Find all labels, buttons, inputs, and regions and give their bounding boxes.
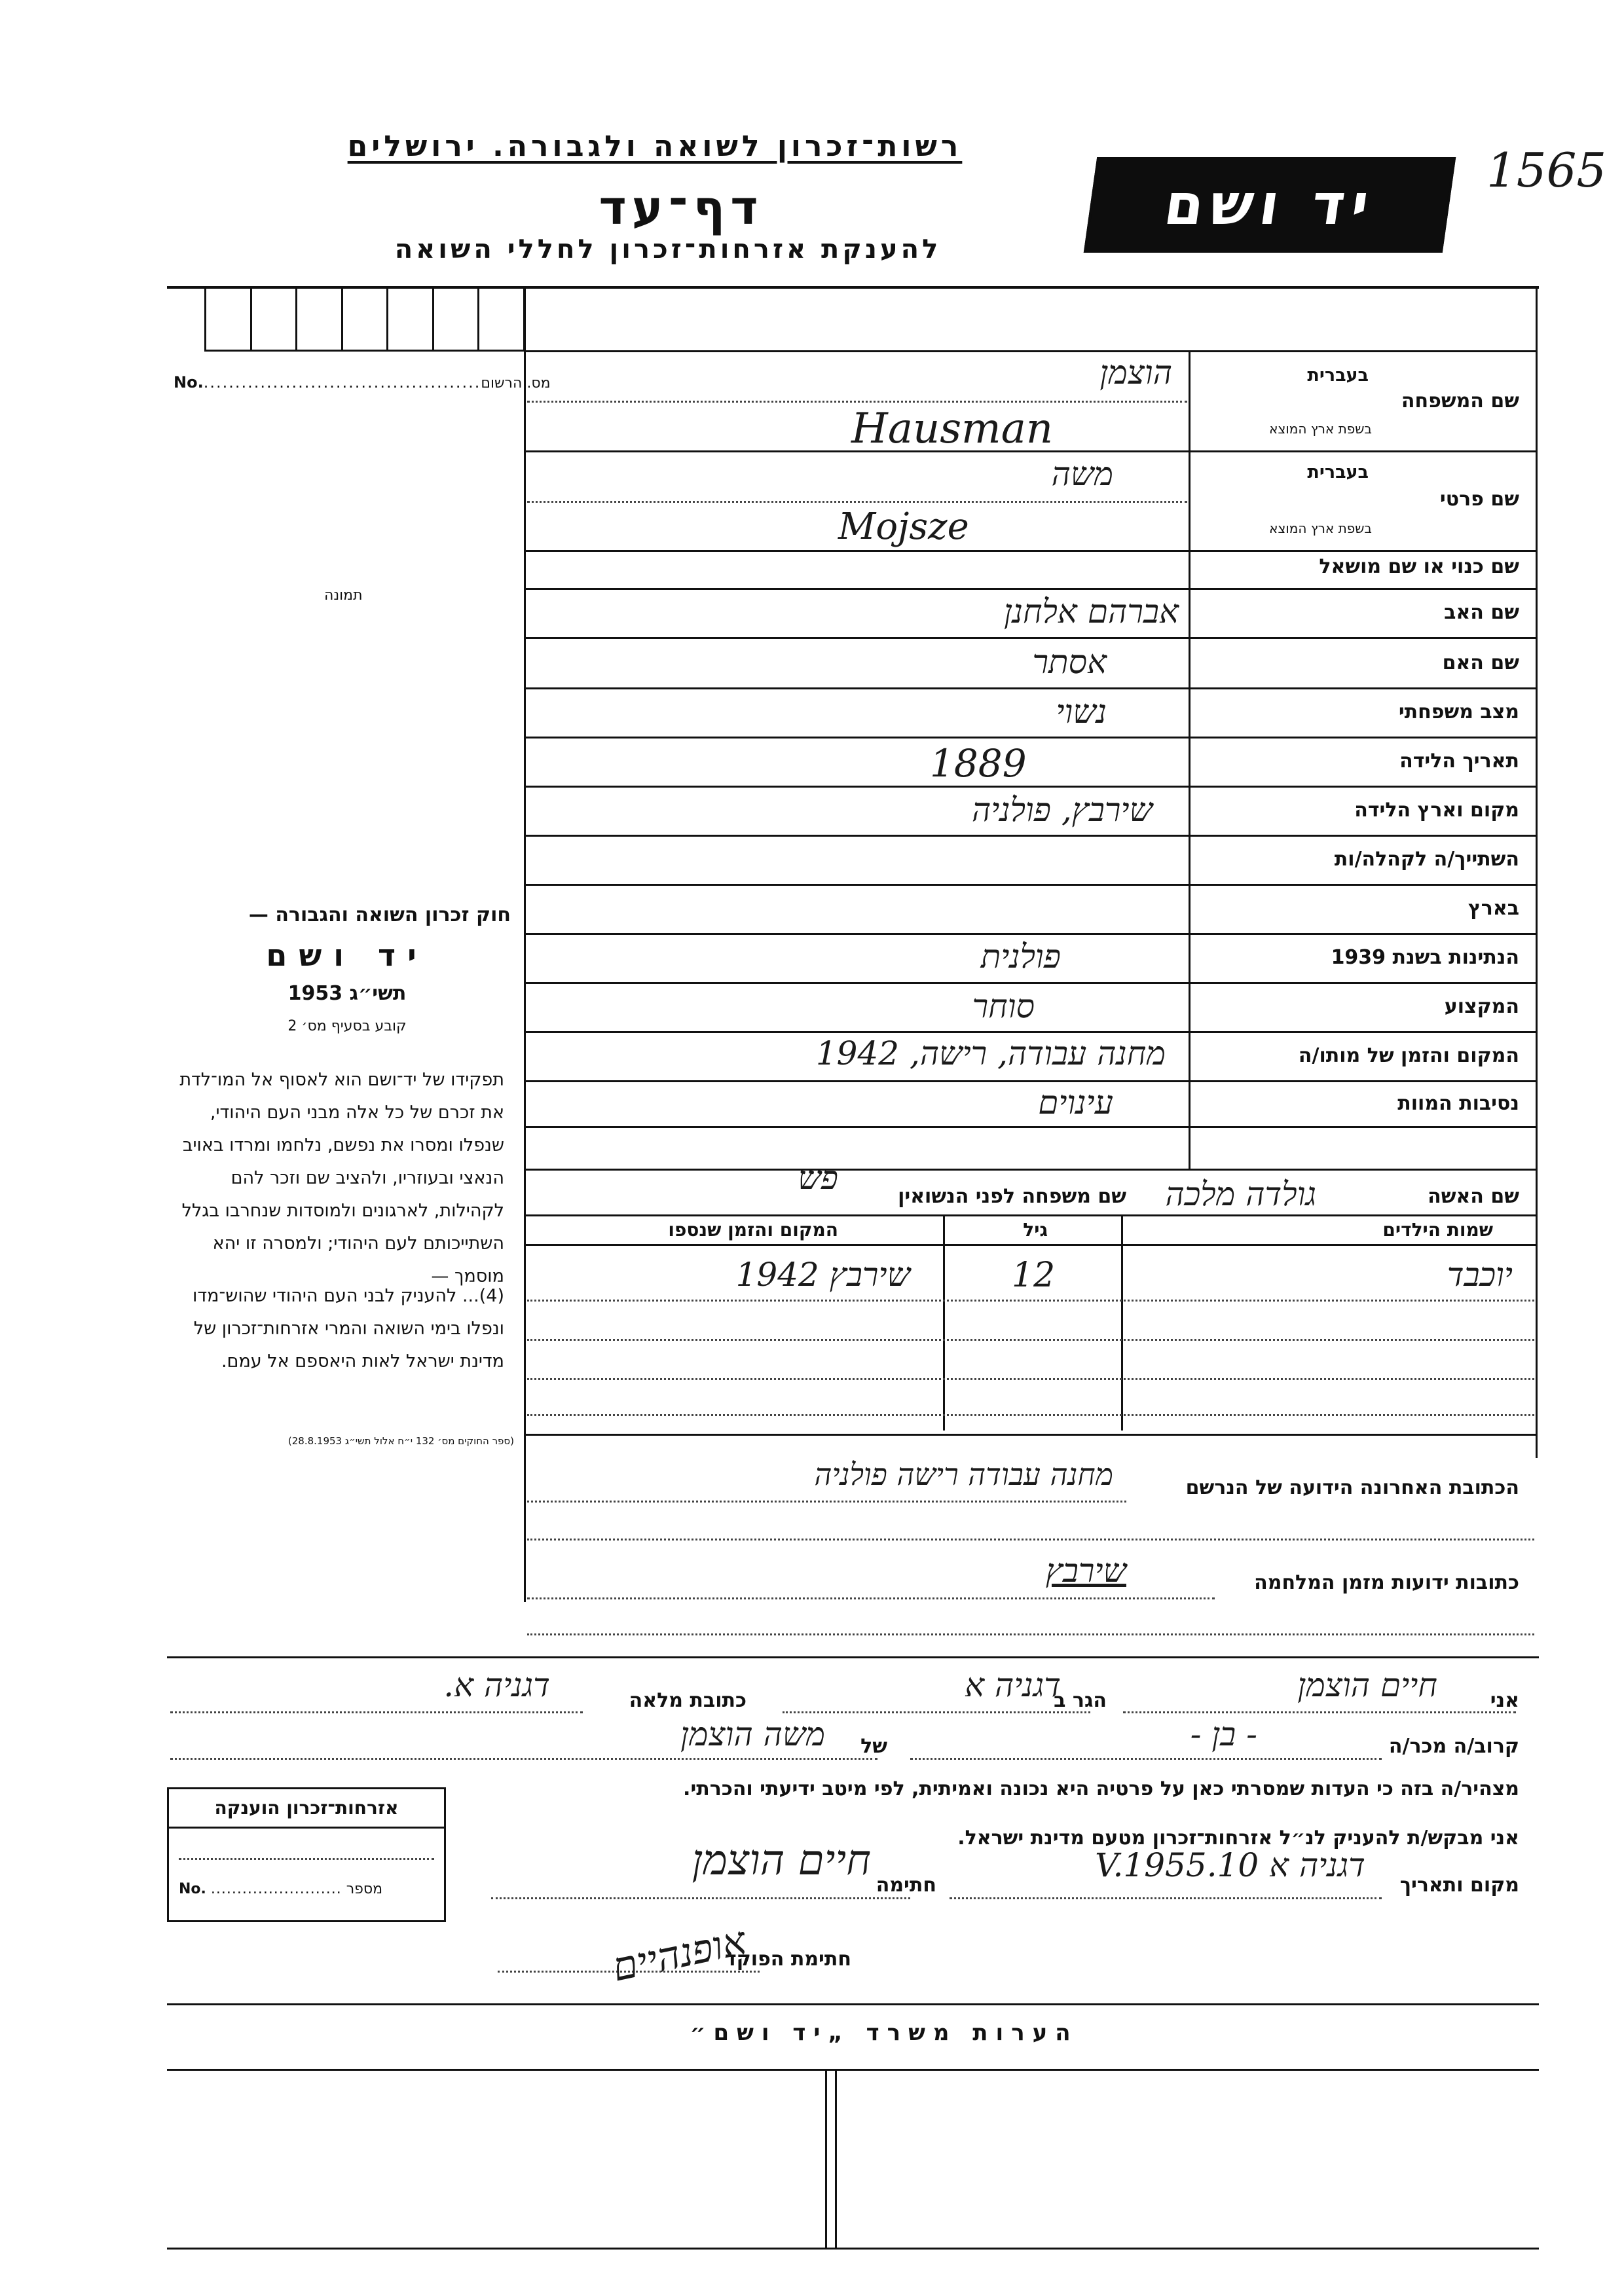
law-name: יד ושם (266, 938, 428, 973)
full-address-value[interactable]: דגניה א. (443, 1666, 550, 1704)
full-address-label: כתובת מלאה (629, 1689, 747, 1712)
law-section: קובע בסעיף מס׳ 2 (287, 1018, 407, 1034)
place-date-value[interactable]: דגניה א 10.V.1955 (1095, 1846, 1365, 1884)
first-name-label: שם פרטי (1439, 488, 1519, 511)
label-column-line (1189, 350, 1190, 1169)
officer-signature-label: חתימת הפוקד (725, 1948, 851, 1971)
resides-label: הגר ב (1054, 1689, 1107, 1712)
child-name[interactable]: יוכבד (1447, 1256, 1513, 1294)
nickname-label: שם כנוי או שם מושאל (1319, 555, 1519, 578)
registration-cells (204, 286, 525, 352)
death-value[interactable]: מחנה עבודה, רישה, 1942 (815, 1034, 1166, 1072)
birth-place-value[interactable]: שירבץ, פולניה (971, 791, 1153, 829)
wife-label: שם האשה (1428, 1185, 1519, 1208)
mother-value[interactable]: אסתר (1032, 643, 1107, 681)
marital-label: מצב משפחתי (1398, 701, 1519, 723)
death-label: המקום והזמן של מותו/ה (1298, 1044, 1519, 1067)
profession-label: המקצוע (1444, 995, 1519, 1018)
family-name-hebrew[interactable]: הוצמן (1099, 354, 1172, 392)
form-subtitle: להענקת אזרחות־זכרון לחללי השואה (394, 234, 942, 264)
family-name-label: שם המשפחה (1401, 390, 1519, 412)
logo-text: יד ושם (1160, 172, 1380, 238)
registration-label: מס. הרשום (481, 375, 551, 392)
birth-date-label: תאריך הלידה (1399, 750, 1519, 773)
birth-date-value[interactable]: 1889 (930, 741, 1027, 786)
children-header-place: המקום והזמן שנספו (668, 1219, 838, 1241)
children-header-names: שמות הילדים (1382, 1219, 1493, 1241)
family-name-origin[interactable]: Hausman (851, 405, 1054, 453)
children-header-age: גיל (1023, 1219, 1048, 1241)
child-place[interactable]: שירבץ 1942 (735, 1256, 910, 1294)
law-year: תשי״ג 1953 (287, 982, 407, 1005)
first-name-origin-label: בשפת ארץ המוצא (1269, 520, 1372, 536)
citizenship-box-number-label: מספר (346, 1881, 383, 1897)
death-cause-value[interactable]: עינוים (1038, 1084, 1113, 1121)
officer-signature[interactable]: אופנהיים (608, 1918, 750, 1991)
law-paragraph-1: תפקידו של יד־ושם הוא לאסוף אל המו־לדת את זכרם של כל אלה מבני העם היהודי, שנפלו ומסרו את נפשם, נלחמו ומרדו באויב הנאצי ובעוזריו, ולהציב שם וזכר להם לקהילות, לארגונים ולמוסדות שנחרבו בגלל השתייכותם לעם היהודי; ולמסרה זו יהא מוסמך — (179, 1070, 504, 1286)
citizenship-value[interactable]: פולנית (980, 938, 1061, 975)
law-citation: (ספר החוקים מס׳ 132 י״ח אלול תשי״ג 28.8.1953) (287, 1435, 514, 1447)
wife-maiden[interactable]: פש (798, 1159, 838, 1197)
registration-no-label: No. (174, 373, 204, 392)
resides-value[interactable]: דגניה א (965, 1666, 1061, 1704)
marital-value[interactable]: נשוי (1056, 693, 1107, 731)
father-label: שם האב (1444, 601, 1519, 624)
country-label: בארץ (1467, 897, 1519, 920)
death-cause-label: נסיבות המוות (1397, 1092, 1519, 1115)
authority-title: רשות־זכרון לשואה ולגבורה. ירושלים (347, 130, 963, 163)
declarant-name[interactable]: חיים הוצמן (1297, 1666, 1437, 1704)
last-address-value[interactable]: מחנה עבודה רישה פולניה (814, 1457, 1113, 1492)
wartime-address-value[interactable]: שירבץ (1045, 1552, 1126, 1590)
top-row-bottom (524, 350, 1536, 352)
place-date-label: מקום ותאריך (1399, 1874, 1519, 1897)
photo-label: תמונה (324, 587, 363, 604)
signature-value[interactable]: חיים הוצמן (692, 1836, 871, 1885)
law-title: חוק זכרון השואה והגבורה — (248, 903, 511, 926)
birth-place-label: מקום וארץ הלידה (1354, 799, 1519, 822)
profession-value[interactable]: סוחר (972, 987, 1035, 1025)
community-label: השתייך/ה לקהלה/ות (1334, 848, 1519, 871)
registration-no: No.............................................מס. הרשום (174, 373, 551, 392)
citizenship-box-no-label: No. (179, 1881, 206, 1897)
citizenship-box-number: No. ......................... מספר (179, 1881, 383, 1897)
family-name-origin-label: בשפת ארץ המוצא (1269, 421, 1372, 437)
frame-right (1536, 286, 1538, 1458)
sheet-number: 1565 (1486, 143, 1607, 198)
citizenship-box-title: אזרחות־זכרון הוענקה (169, 1789, 444, 1829)
relation-value[interactable]: - בן - (1190, 1715, 1257, 1753)
father-value[interactable]: אברהם אלחנן (1003, 592, 1179, 630)
of-value[interactable]: משה הוצמן (680, 1715, 825, 1753)
last-address-label: הכתובת האחרונה הידועה של הנרשם (1185, 1476, 1519, 1499)
law-paragraph-2: (4)... להעניק לבני העם היהודי שהוש־מדו ונפלו בימי השואה והמרי אזרחות־זכרון של מדינת ישראל לאות היאספם אל עמם. (193, 1286, 504, 1372)
wartime-address-label: כתובות ידועות מזמן המלחמה (1254, 1571, 1519, 1594)
signature-label: חתימה (876, 1874, 936, 1897)
frame-left (524, 286, 526, 1602)
first-name-hebrew-label: בעברית (1307, 462, 1369, 483)
wife-maiden-label: שם משפחה לפני הנשואין (898, 1185, 1126, 1208)
request-text: אני מבקש/ת להעניק לנ״ל אזרחות־זכרון מטעם מדינת ישראל. (957, 1827, 1519, 1850)
office-notes-title: הערות משרד „יד ושם״ (690, 2020, 1079, 2046)
statement-text: מצהיר/ה בזה כי העדות שמסרתי כאן על פרטיה היא נכונה ואמיתית, לפי מיטב ידיעתי והכרתי. (683, 1777, 1519, 1800)
wife-name[interactable]: גולדה מלכה (1165, 1175, 1316, 1213)
relation-label: קרוב/ה מכר/ה (1388, 1735, 1519, 1758)
child-age[interactable]: 12 (1012, 1256, 1056, 1295)
form-title: דף־עד (599, 180, 764, 235)
citizenship-box (167, 1787, 446, 1922)
family-name-hebrew-label: בעברית (1307, 365, 1369, 386)
declarant-i-label: אני (1490, 1689, 1519, 1712)
of-label: של (860, 1735, 887, 1758)
mother-label: שם האם (1442, 651, 1519, 674)
first-name-hebrew[interactable]: משה (1051, 455, 1113, 493)
yad-vashem-logo (1084, 157, 1456, 253)
first-name-origin[interactable]: Mojsze (838, 505, 969, 548)
citizenship-label: הנתינות בשנת 1939 (1331, 946, 1519, 969)
